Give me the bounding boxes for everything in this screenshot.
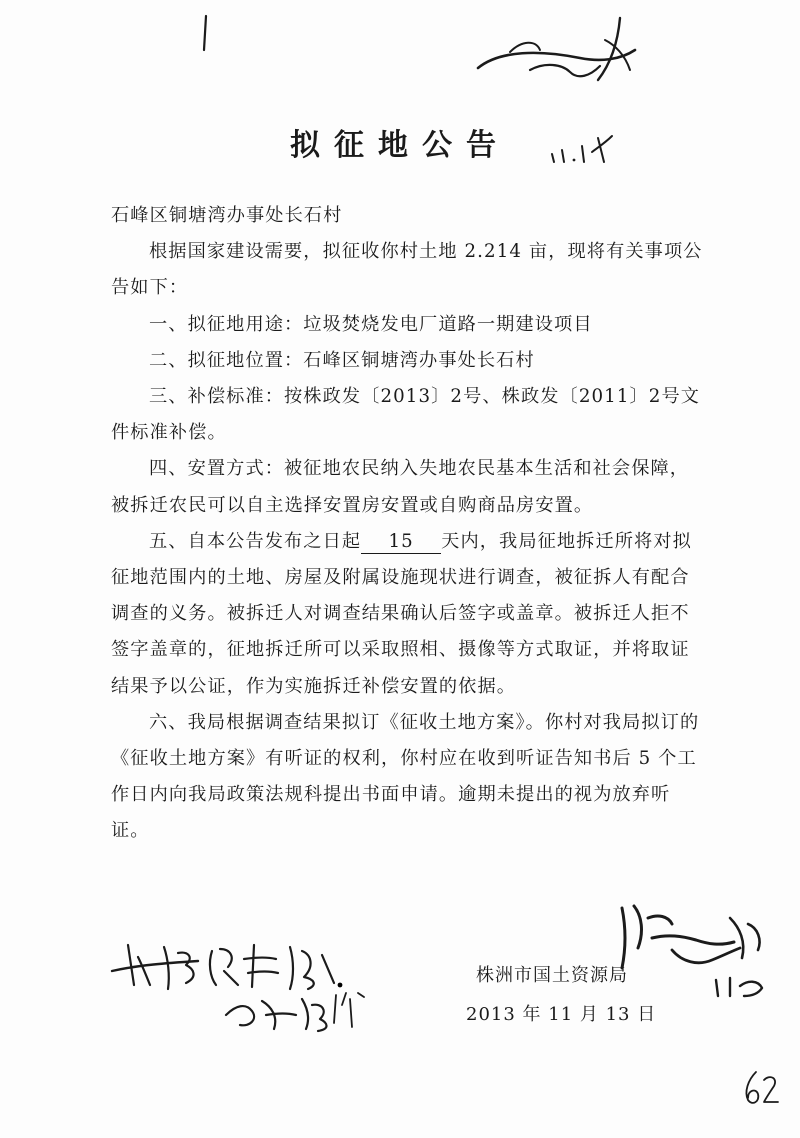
- handwritten-signature-top: [470, 10, 650, 90]
- handwritten-page-mark: [196, 14, 216, 54]
- handwritten-signature-right: [612, 888, 782, 1008]
- handwritten-page-number: [740, 1068, 780, 1108]
- item-3: 三、补偿标准：按株政发〔2013〕2号、株政发〔2011〕2号文件标准补偿。: [111, 386, 701, 444]
- handwritten-signature-left: [222, 985, 372, 1035]
- item-6: 六、我局根据调查结果拟订《征收土地方案》。你村对我局拟订的《征收土地方案》有听证的权利，你村应在收到听证告知书后 5 个工作日内向我局政策法规科提出书面申请。逾期未提出的视为放弃听证。: [111, 711, 700, 842]
- item-2: 二、拟征地位置：石峰区铜塘湾办事处长石村: [149, 349, 535, 371]
- item-5: [111, 524, 706, 705]
- item-5-before: 五、自本公告发布之日起: [149, 530, 362, 552]
- item-4: 四、安置方式：被征地农民纳入失地农民基本生活和社会保障，被拆迁农民可以自主选择安置房安置或自购商品房安置。: [111, 458, 690, 516]
- item-5-after: 天内，我局征地拆迁所将对拟征地范围内的土地、房屋及附属设施现状进行调查，被征拆人有配合调查的义务。被拆迁人对调查结果确认后签字或盖章。被拆迁人拒不签字盖章的，征地拆迁所可以采取照相、摄像等方式取证，并将取证结果予以公证，作为实施拆迁补偿安置的依据。: [111, 530, 692, 697]
- issuer-name: 株洲市国土资源局: [476, 965, 628, 986]
- notice-body: [111, 198, 706, 850]
- addressee: 石峰区铜塘湾办事处长石村: [111, 205, 343, 226]
- intro-paragraph: 根据国家建设需要，拟征收你村土地 2.214 亩，现将有关事项公告如下：: [111, 241, 703, 299]
- item-1: 一、拟征地用途：垃圾焚烧发电厂道路一期建设项目: [149, 313, 593, 335]
- days-field: 15: [361, 531, 441, 554]
- issue-date: 2013 年 11 月 13 日: [466, 1004, 657, 1025]
- page-title: 拟征地公告: [290, 128, 510, 163]
- handwritten-title-date: [548, 132, 618, 166]
